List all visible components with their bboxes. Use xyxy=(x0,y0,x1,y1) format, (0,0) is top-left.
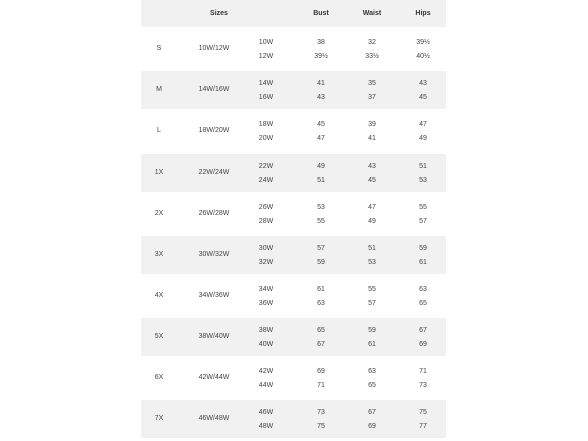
hips-value: 65 xyxy=(419,300,427,307)
size-label: 2X xyxy=(154,210,164,217)
hips-value: 63 xyxy=(419,286,427,293)
waist-value: 67 xyxy=(368,409,376,416)
w-size: 10W xyxy=(258,39,274,46)
header-waist: Waist xyxy=(362,10,382,17)
size-label: 1X xyxy=(154,169,164,176)
table-row xyxy=(141,236,446,274)
w-size: 44W xyxy=(258,382,274,389)
size-range: 26W/28W xyxy=(198,210,230,217)
size-range: 14W/16W xyxy=(198,86,230,93)
header-sizes: Sizes xyxy=(210,10,228,17)
bust-value: 43 xyxy=(317,94,325,101)
w-size: 46W xyxy=(258,409,274,416)
size-label: L xyxy=(157,127,161,134)
bust-value: 41 xyxy=(317,80,325,87)
waist-value: 41 xyxy=(368,135,376,142)
waist-value: 49 xyxy=(368,218,376,225)
hips-value: 57 xyxy=(419,218,427,225)
waist-value: 32 xyxy=(368,39,376,46)
w-size: 32W xyxy=(258,259,274,266)
waist-value: 53 xyxy=(368,259,376,266)
table-row xyxy=(141,71,446,109)
hips-value: 39½ xyxy=(416,39,430,46)
waist-value: 37 xyxy=(368,94,376,101)
table-row xyxy=(141,359,446,397)
size-label: 3X xyxy=(154,251,164,258)
bust-value: 67 xyxy=(317,341,325,348)
table-header-row xyxy=(141,0,446,27)
bust-value: 55 xyxy=(317,218,325,225)
size-label: 6X xyxy=(154,374,164,381)
hips-value: 55 xyxy=(419,204,427,211)
hips-value: 45 xyxy=(419,94,427,101)
size-range: 46W/48W xyxy=(198,415,230,422)
size-range: 10W/12W xyxy=(198,45,230,52)
table-row xyxy=(141,318,446,356)
bust-value: 61 xyxy=(317,286,325,293)
w-size: 34W xyxy=(258,286,274,293)
bust-value: 71 xyxy=(317,382,325,389)
w-size: 16W xyxy=(258,94,274,101)
size-range: 38W/40W xyxy=(198,333,230,340)
waist-value: 59 xyxy=(368,327,376,334)
hips-value: 40½ xyxy=(416,53,430,60)
w-size: 42W xyxy=(258,368,274,375)
size-range: 42W/44W xyxy=(198,374,230,381)
waist-value: 51 xyxy=(368,245,376,252)
size-range: 22W/24W xyxy=(198,169,230,176)
w-size: 38W xyxy=(258,327,274,334)
hips-value: 61 xyxy=(419,259,427,266)
table-row xyxy=(141,277,446,315)
hips-value: 69 xyxy=(419,341,427,348)
w-size: 12W xyxy=(258,53,274,60)
waist-value: 33½ xyxy=(365,53,379,60)
hips-value: 51 xyxy=(419,163,427,170)
size-label: M xyxy=(156,86,162,93)
waist-value: 43 xyxy=(368,163,376,170)
waist-value: 61 xyxy=(368,341,376,348)
size-range: 18W/20W xyxy=(198,127,230,134)
waist-value: 63 xyxy=(368,368,376,375)
w-size: 36W xyxy=(258,300,274,307)
table-row xyxy=(141,30,446,68)
bust-value: 47 xyxy=(317,135,325,142)
bust-value: 45 xyxy=(317,121,325,128)
waist-value: 39 xyxy=(368,121,376,128)
waist-value: 57 xyxy=(368,300,376,307)
size-range: 30W/32W xyxy=(198,251,230,258)
w-size: 14W xyxy=(258,80,274,87)
w-size: 20W xyxy=(258,135,274,142)
table-row xyxy=(141,154,446,192)
bust-value: 69 xyxy=(317,368,325,375)
w-size: 30W xyxy=(258,245,274,252)
waist-value: 35 xyxy=(368,80,376,87)
table-row xyxy=(141,195,446,233)
table-row xyxy=(141,400,446,438)
w-size: 18W xyxy=(258,121,274,128)
hips-value: 75 xyxy=(419,409,427,416)
header-hips: Hips xyxy=(415,10,431,17)
hips-value: 43 xyxy=(419,80,427,87)
w-size: 28W xyxy=(258,218,274,225)
bust-value: 63 xyxy=(317,300,325,307)
w-size: 22W xyxy=(258,163,274,170)
size-label: 4X xyxy=(154,292,164,299)
size-chart-table xyxy=(141,0,446,441)
bust-value: 51 xyxy=(317,177,325,184)
bust-value: 59 xyxy=(317,259,325,266)
header-bust: Bust xyxy=(313,10,329,17)
bust-value: 73 xyxy=(317,409,325,416)
hips-value: 47 xyxy=(419,121,427,128)
w-size: 24W xyxy=(258,177,274,184)
waist-value: 47 xyxy=(368,204,376,211)
size-range: 34W/36W xyxy=(198,292,230,299)
table-row xyxy=(141,112,446,150)
bust-value: 39½ xyxy=(314,53,328,60)
bust-value: 57 xyxy=(317,245,325,252)
waist-value: 69 xyxy=(368,423,376,430)
hips-value: 49 xyxy=(419,135,427,142)
hips-value: 59 xyxy=(419,245,427,252)
bust-value: 53 xyxy=(317,204,325,211)
size-label: 7X xyxy=(154,415,164,422)
hips-value: 53 xyxy=(419,177,427,184)
waist-value: 55 xyxy=(368,286,376,293)
hips-value: 73 xyxy=(419,382,427,389)
waist-value: 65 xyxy=(368,382,376,389)
size-label: S xyxy=(156,45,162,52)
waist-value: 45 xyxy=(368,177,376,184)
w-size: 48W xyxy=(258,423,274,430)
bust-value: 65 xyxy=(317,327,325,334)
bust-value: 75 xyxy=(317,423,325,430)
w-size: 40W xyxy=(258,341,274,348)
hips-value: 77 xyxy=(419,423,427,430)
w-size: 26W xyxy=(258,204,274,211)
bust-value: 38 xyxy=(317,39,325,46)
bust-value: 49 xyxy=(317,163,325,170)
hips-value: 67 xyxy=(419,327,427,334)
hips-value: 71 xyxy=(419,368,427,375)
size-label: 5X xyxy=(154,333,164,340)
